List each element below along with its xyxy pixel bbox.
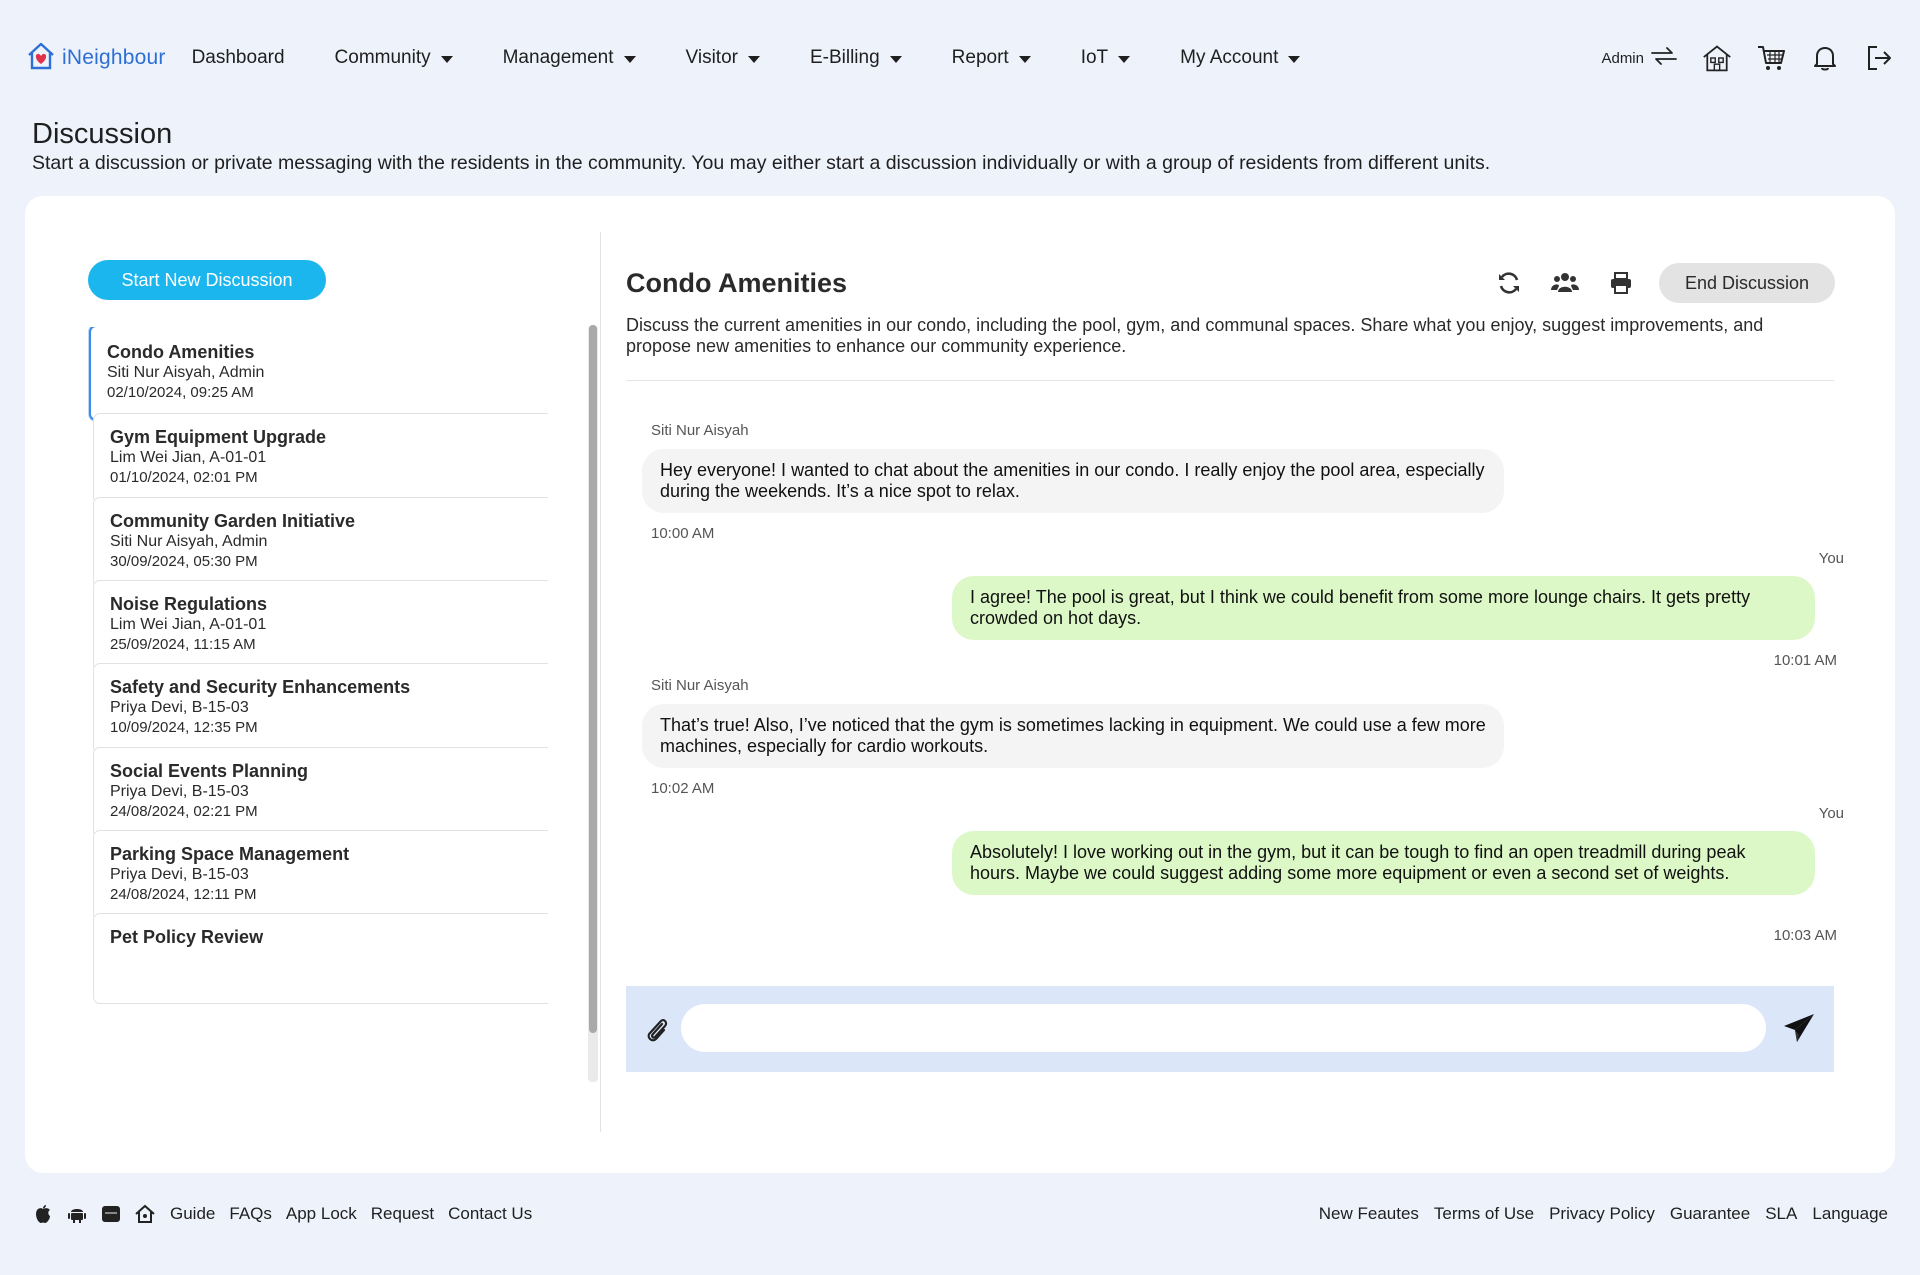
send-icon[interactable] (1782, 1012, 1816, 1046)
chat-title: Condo Amenities (626, 268, 848, 298)
discussion-item[interactable] (93, 413, 548, 504)
nav-item-label: Visitor (685, 47, 738, 68)
nav-item-e-billing[interactable] (810, 47, 902, 69)
message-sender: Siti Nur Aisyah (651, 677, 749, 694)
message-time: 10:01 AM (1773, 652, 1837, 669)
message-sender: You (1818, 805, 1844, 822)
brand-logo[interactable] (26, 41, 166, 76)
page-description: Start a discussion or private messaging with the residents in the community. You may either start a discussion individually or with a group of residents from different units. (32, 152, 1491, 174)
discussion-date: 24/08/2024, 02:21 PM (110, 803, 258, 820)
home-icon[interactable] (1702, 43, 1732, 73)
end-discussion-button[interactable]: End Discussion (1659, 263, 1835, 303)
message-sender: Siti Nur Aisyah (651, 422, 749, 439)
message-time: 10:03 AM (1773, 927, 1837, 944)
discussion-members: Priya Devi, B-15-03 (110, 783, 249, 800)
house-heart-icon (26, 41, 56, 76)
logout-icon[interactable] (1864, 43, 1894, 73)
nav-item-visitor[interactable] (686, 47, 760, 69)
footer-link-sla[interactable]: SLA (1765, 1204, 1798, 1223)
admin-label: Admin (1601, 49, 1644, 67)
caret-down-icon (624, 56, 636, 63)
huawei-icon[interactable] (100, 1203, 122, 1225)
footer-link-contact-us[interactable]: Contact Us (448, 1204, 533, 1223)
discussion-title: Safety and Security Enhancements (110, 677, 411, 697)
incoming-message: Hey everyone! I wanted to chat about the amenities in our condo. I really enjoy the pool area, especially during the weekends. It’s a nice spot to relax. (642, 449, 1504, 513)
discussion-date: 10/09/2024, 12:35 PM (110, 719, 258, 736)
chat-header-divider (626, 380, 1834, 381)
brand-name: iNeighbour (62, 46, 166, 69)
nav-item-label: Community (334, 47, 431, 68)
apple-icon[interactable] (32, 1203, 54, 1225)
members-icon[interactable] (1551, 269, 1579, 297)
discussion-card (25, 196, 1895, 1173)
discussion-date: 30/09/2024, 05:30 PM (110, 553, 258, 570)
print-icon[interactable] (1607, 269, 1635, 297)
discussion-title: Noise Regulations (110, 594, 268, 614)
discussion-members: Siti Nur Aisyah, Admin (107, 364, 265, 381)
discussion-item[interactable] (93, 497, 548, 588)
discussion-date: 02/10/2024, 09:25 AM (107, 384, 254, 401)
android-icon[interactable] (66, 1203, 88, 1225)
outgoing-message: I agree! The pool is great, but I think we could benefit from some more lounge chairs. It gets pretty crowded on hot days. (952, 576, 1815, 640)
nav-item-my-account[interactable] (1180, 47, 1300, 69)
nav-item-label: E-Billing (809, 47, 880, 68)
discussion-title: Gym Equipment Upgrade (110, 427, 327, 447)
start-new-discussion-button[interactable]: Start New Discussion (88, 260, 326, 300)
discussion-item[interactable] (93, 663, 548, 754)
discussion-item[interactable] (93, 830, 548, 921)
discussion-item-active[interactable] (89, 327, 548, 421)
footer-link-request[interactable]: Request (370, 1204, 435, 1223)
page-title: Discussion (32, 118, 173, 150)
message-input[interactable] (681, 1004, 1766, 1052)
caret-down-icon (441, 56, 453, 63)
footer-link-language[interactable]: Language (1812, 1204, 1888, 1223)
discussion-title: Community Garden Initiative (110, 511, 356, 531)
discussion-members: Lim Wei Jian, A-01-01 (110, 616, 267, 633)
outgoing-message: Absolutely! I love working out in the gym, but it can be tough to find an open treadmill during peak hours. Maybe we could suggest adding some more equipment or even a second set of weights. (952, 831, 1815, 895)
nav-item-report[interactable] (952, 47, 1031, 69)
admin-switch-button[interactable] (1601, 45, 1678, 71)
caret-down-icon (1118, 56, 1130, 63)
discussion-members: Priya Devi, B-15-03 (110, 699, 249, 716)
discussion-date: 24/08/2024, 12:11 PM (110, 886, 257, 903)
nav-item-label: IoT (1080, 47, 1109, 68)
discussion-item[interactable] (93, 580, 548, 671)
footer-link-terms[interactable]: Terms of Use (1433, 1204, 1535, 1223)
nav-item-label: Management (502, 47, 614, 68)
discussion-members: Siti Nur Aisyah, Admin (110, 533, 268, 550)
nav-item-community[interactable] (335, 47, 453, 69)
message-time: 10:02 AM (651, 780, 715, 797)
footer-left (32, 1203, 532, 1225)
chat-description: Discuss the current amenities in our condo, including the pool, gym, and communal spaces. Share what you enjoy, suggest improvements, and propose new amenities to enhance our community experience. (626, 315, 1764, 356)
top-navbar (0, 0, 1920, 116)
nav-item-management[interactable] (503, 47, 636, 69)
message-composer (626, 986, 1834, 1072)
switch-icon (1650, 45, 1678, 71)
discussion-item[interactable] (93, 913, 548, 1004)
discussion-list (88, 327, 548, 1082)
footer-link-guide[interactable]: Guide (170, 1204, 216, 1223)
discussion-title: Parking Space Management (110, 844, 350, 864)
message-time: 10:00 AM (651, 525, 715, 542)
main-menu (192, 47, 1351, 69)
discussion-list-scrollbar[interactable] (588, 325, 598, 1082)
discussion-members: Lim Wei Jian, A-01-01 (110, 449, 267, 466)
incoming-message: That’s true! Also, I’ve noticed that the gym is sometimes lacking in equipment. We could use a few more machines, especially for cardio workouts. (642, 704, 1504, 768)
footer-link-new-features[interactable]: New Feautes (1318, 1204, 1419, 1223)
nav-item-dashboard[interactable] (192, 47, 285, 69)
discussion-date: 01/10/2024, 02:01 PM (110, 469, 258, 486)
footer-link-privacy[interactable]: Privacy Policy (1549, 1204, 1655, 1223)
footer-right (1317, 1204, 1888, 1224)
discussion-title: Social Events Planning (110, 761, 309, 781)
home-small-icon[interactable] (134, 1203, 156, 1225)
scrollbar-thumb[interactable] (589, 325, 597, 1033)
cart-icon[interactable] (1756, 43, 1786, 73)
footer (0, 1196, 1920, 1232)
refresh-icon[interactable] (1495, 269, 1523, 297)
discussion-item[interactable] (93, 747, 548, 838)
nav-item-iot[interactable] (1081, 47, 1130, 69)
bell-icon[interactable] (1810, 43, 1840, 73)
discussion-date: 25/09/2024, 11:15 AM (110, 636, 256, 653)
nav-item-label: My Account (1180, 47, 1279, 68)
nav-utilities (1601, 43, 1894, 73)
caret-down-icon (748, 56, 760, 63)
footer-link-app-lock[interactable]: App Lock (285, 1204, 357, 1223)
footer-link-faqs[interactable]: FAQs (229, 1204, 272, 1223)
chat-actions (1495, 263, 1835, 303)
panel-divider (600, 232, 601, 1132)
caret-down-icon (1288, 56, 1300, 63)
discussion-title: Condo Amenities (107, 342, 255, 362)
discussion-members: Priya Devi, B-15-03 (110, 866, 249, 883)
nav-item-label: Report (951, 47, 1009, 68)
message-sender: You (1818, 550, 1844, 567)
footer-link-guarantee[interactable]: Guarantee (1669, 1204, 1751, 1223)
caret-down-icon (890, 56, 902, 63)
caret-down-icon (1019, 56, 1031, 63)
nav-item-label: Dashboard (191, 47, 285, 68)
discussion-title: Pet Policy Review (110, 927, 264, 947)
paperclip-icon[interactable] (644, 1014, 672, 1044)
